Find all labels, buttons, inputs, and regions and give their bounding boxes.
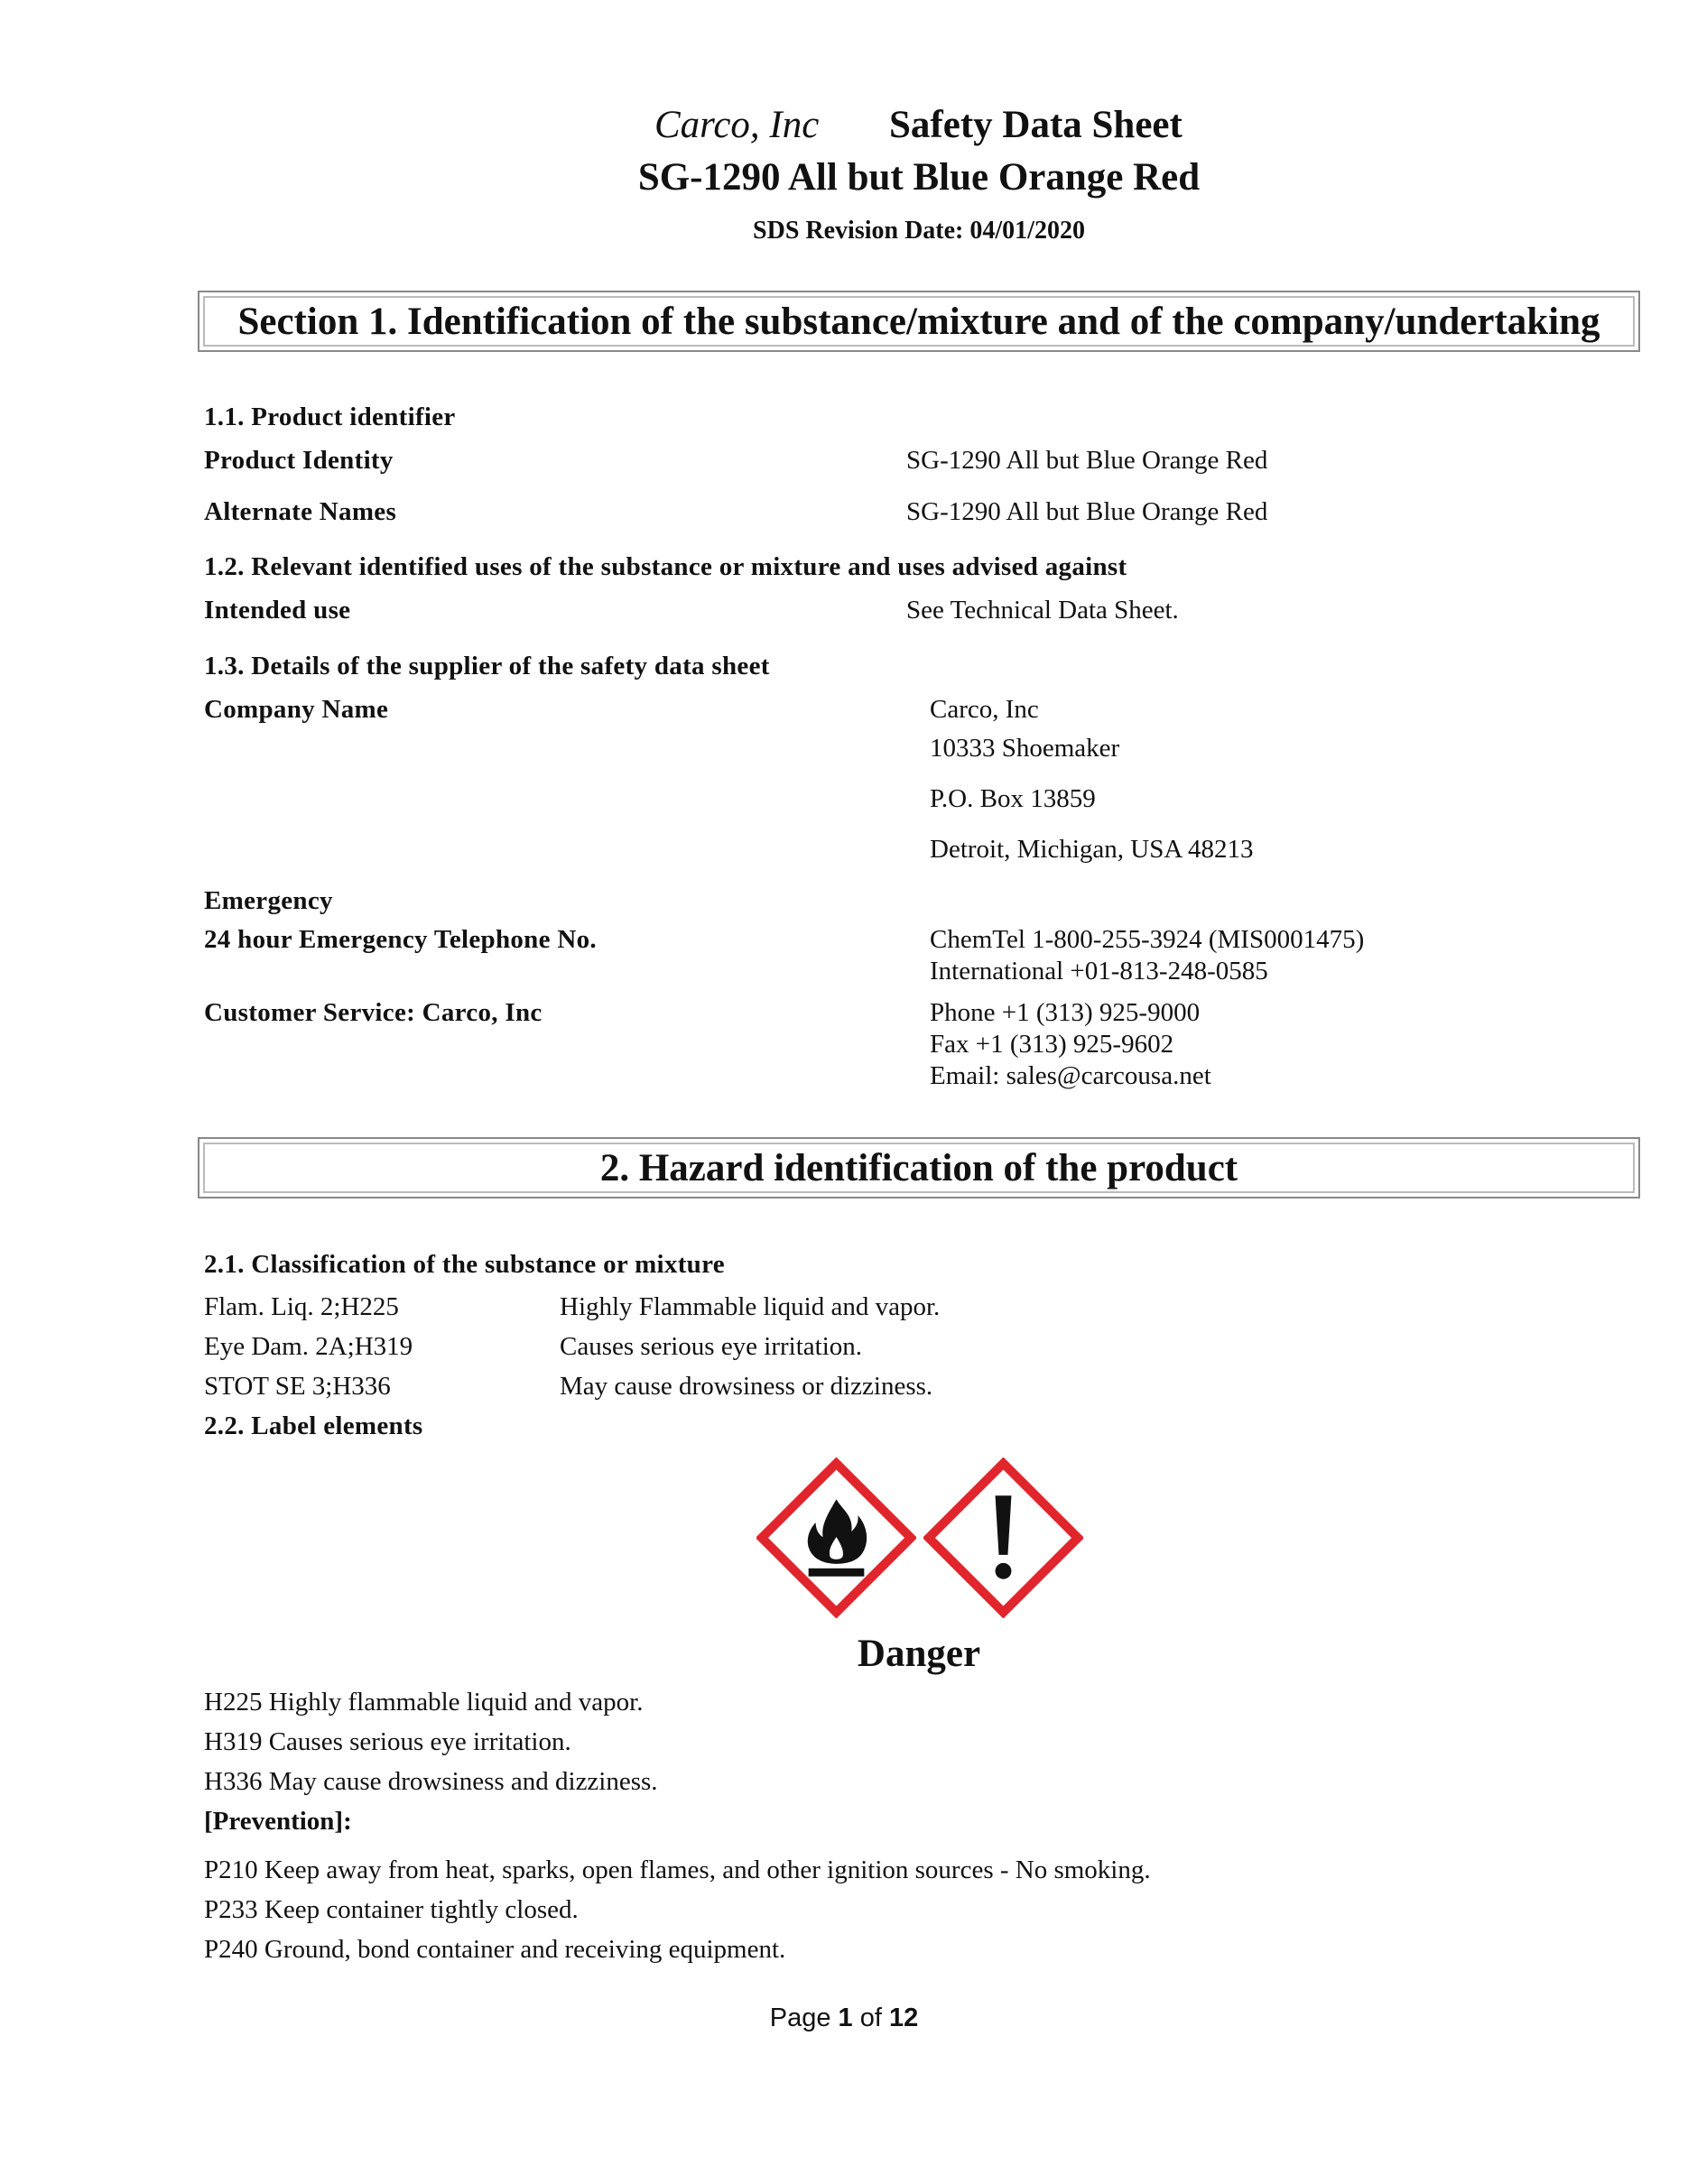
section-1-header — [198, 291, 1640, 352]
subsection-2-2: 2.2. Label elements — [204, 1411, 423, 1440]
revision-date: SDS Revision Date: 04/01/2020 — [753, 217, 1085, 245]
document-title: Safety Data Sheet — [889, 104, 1183, 146]
classification-code: Eye Dam. 2A;H319 — [204, 1332, 413, 1361]
signal-word: Danger — [857, 1633, 981, 1675]
customer-service-line: Phone +1 (313) 925-9000 — [930, 998, 1201, 1027]
page-prefix: Page — [769, 2004, 839, 2032]
exclamation-mark-icon — [923, 1458, 1083, 1618]
company-line: P.O. Box 13859 — [930, 784, 1096, 813]
ghs-pictograms — [756, 1458, 1083, 1620]
customer-service-line: Fax +1 (313) 925-9602 — [930, 1030, 1174, 1059]
company-name-header: Carco, Inc — [654, 104, 820, 146]
classification-code: Flam. Liq. 2;H225 — [204, 1292, 399, 1321]
page-number — [0, 2004, 1688, 2033]
classification-description: May cause drowsiness or dizziness. — [560, 1372, 933, 1401]
customer-service-line: Email: sales@carcousa.net — [930, 1061, 1211, 1090]
flame-icon — [756, 1458, 916, 1618]
section-2-header — [198, 1137, 1640, 1198]
subsection-1-3: 1.3. Details of the supplier of the safety data sheet — [204, 652, 770, 680]
intended-use-label: Intended use — [204, 596, 351, 625]
hazard-statement: H225 Highly flammable liquid and vapor. — [204, 1688, 644, 1717]
product-identity-value: SG-1290 All but Blue Orange Red — [906, 446, 1268, 475]
alternate-names-value: SG-1290 All but Blue Orange Red — [906, 497, 1268, 526]
product-title: SG-1290 All but Blue Orange Red — [637, 156, 1201, 199]
alternate-names-label: Alternate Names — [204, 497, 397, 526]
prevention-label: [Prevention]: — [204, 1807, 352, 1836]
section-2-title: 2. Hazard identification of the product — [599, 1147, 1238, 1189]
emergency-telephone-line: ChemTel 1-800-255-3924 (MIS0001475) — [930, 925, 1365, 954]
page-of: of — [852, 2004, 889, 2032]
company-line: 10333 Shoemaker — [930, 734, 1120, 763]
customer-service-label: Customer Service: Carco, Inc — [204, 998, 543, 1027]
company-line: Carco, Inc — [930, 695, 1039, 724]
subsection-2-1: 2.1. Classification of the substance or mixture — [204, 1250, 725, 1279]
product-identity-label: Product Identity — [204, 446, 394, 475]
subsection-1-1: 1.1. Product identifier — [204, 403, 456, 431]
emergency-telephone-line: International +01-813-248-0585 — [930, 957, 1268, 986]
precautionary-statement: P240 Ground, bond container and receiving equipment. — [204, 1935, 786, 1964]
total-pages: 12 — [888, 2004, 919, 2032]
classification-code: STOT SE 3;H336 — [204, 1372, 391, 1401]
precautionary-statement: P233 Keep container tightly closed. — [204, 1895, 579, 1924]
section-1-title: Section 1. Identification of the substance/mixture and of the company/undertaking — [237, 301, 1600, 343]
subsection-1-2: 1.2. Relevant identified uses of the substance or mixture and uses advised against — [204, 552, 1127, 581]
classification-description: Highly Flammable liquid and vapor. — [560, 1292, 941, 1321]
company-line: Detroit, Michigan, USA 48213 — [930, 835, 1254, 864]
precautionary-statement: P210 Keep away from heat, sparks, open flames, and other ignition sources - No smoking. — [204, 1855, 1151, 1884]
hazard-statement: H319 Causes serious eye irritation. — [204, 1727, 571, 1756]
emergency-label: Emergency — [204, 886, 333, 915]
classification-description: Causes serious eye irritation. — [560, 1332, 863, 1361]
current-page: 1 — [838, 2004, 853, 2032]
company-name-label: Company Name — [204, 695, 389, 724]
hazard-statement: H336 May cause drowsiness and dizziness. — [204, 1767, 658, 1796]
emergency-telephone-label: 24 hour Emergency Telephone No. — [204, 925, 597, 954]
intended-use-value: See Technical Data Sheet. — [906, 596, 1179, 625]
